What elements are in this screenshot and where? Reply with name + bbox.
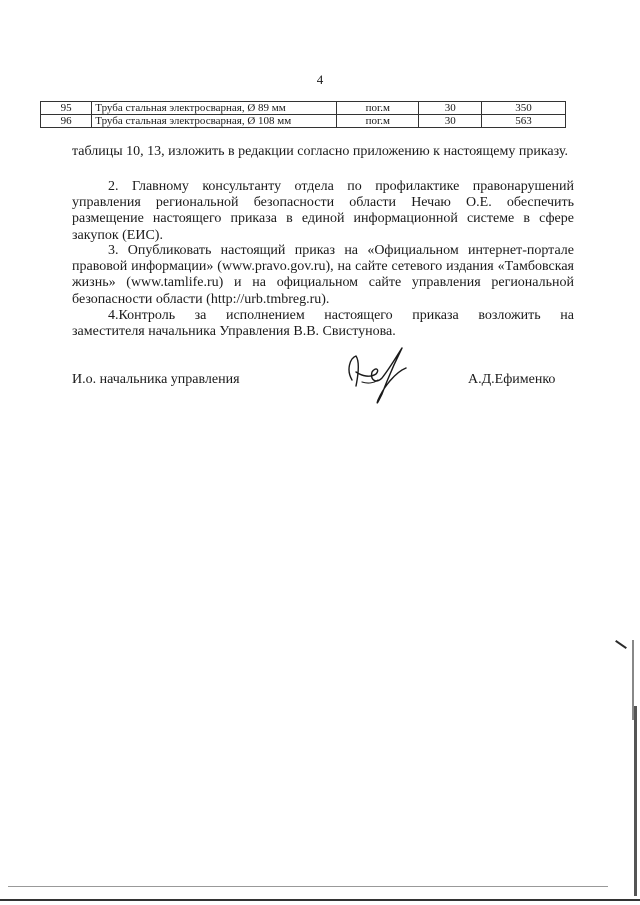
paragraph-4-word: 4.Контроль xyxy=(108,308,176,323)
item-price: 563 xyxy=(482,115,566,128)
paragraph-4 xyxy=(72,308,574,340)
paragraph-4-word: за xyxy=(194,308,207,323)
scan-artifact xyxy=(615,640,627,649)
scan-artifact xyxy=(0,899,640,901)
paragraph-4-word: настоящего xyxy=(324,308,393,323)
paragraph-4-word: приказа xyxy=(412,308,459,323)
table-row xyxy=(41,115,566,128)
item-price: 350 xyxy=(482,102,566,115)
paragraph-4-first-line xyxy=(72,308,574,324)
item-quantity: 30 xyxy=(419,102,482,115)
signatory-name: А.Д.Ефименко xyxy=(468,372,556,387)
page-number: 4 xyxy=(316,72,324,87)
item-name: Труба стальная электросварная, Ø 89 мм xyxy=(92,102,337,115)
items-table xyxy=(40,101,566,128)
handwritten-signature xyxy=(340,342,420,408)
item-quantity: 30 xyxy=(419,115,482,128)
paragraph-2: 2. Главному консультанту отдела по профилактике правонарушений управления региональной безопасности области Нечаю О.Е. обеспечить размещение настоящего приказа в единой информационной системе в сфере закупок (ЕИС). xyxy=(72,179,574,243)
table-row xyxy=(41,102,566,115)
item-unit: пог.м xyxy=(337,102,419,115)
scan-artifact xyxy=(634,706,637,896)
item-unit: пог.м xyxy=(337,115,419,128)
row-number: 95 xyxy=(41,102,92,115)
paragraph-intro: таблицы 10, 13, изложить в редакции согласно приложению к настоящему приказу. xyxy=(72,144,568,159)
paragraph-4-word: на xyxy=(560,308,574,323)
scan-artifact xyxy=(8,886,608,887)
paragraph-4-word: возложить xyxy=(478,308,541,323)
paragraph-4-word: исполнением xyxy=(225,308,305,323)
paragraph-3: 3. Опубликовать настоящий приказ на «Официальном интернет-портале правовой информации» (www.pravo.gov.ru), на сайте сетевого издания «Тамбовская жизнь» (www.tamlife.ru) и на официальном сайте управления региональной безопасности области (http://urb.tmbreg.ru). xyxy=(72,243,574,307)
row-number: 96 xyxy=(41,115,92,128)
paragraph-4-second-line: заместителя начальника Управления В.В. Свистунова. xyxy=(72,324,396,340)
item-name: Труба стальная электросварная, Ø 108 мм xyxy=(92,115,337,128)
signatory-title: И.о. начальника управления xyxy=(72,372,240,387)
